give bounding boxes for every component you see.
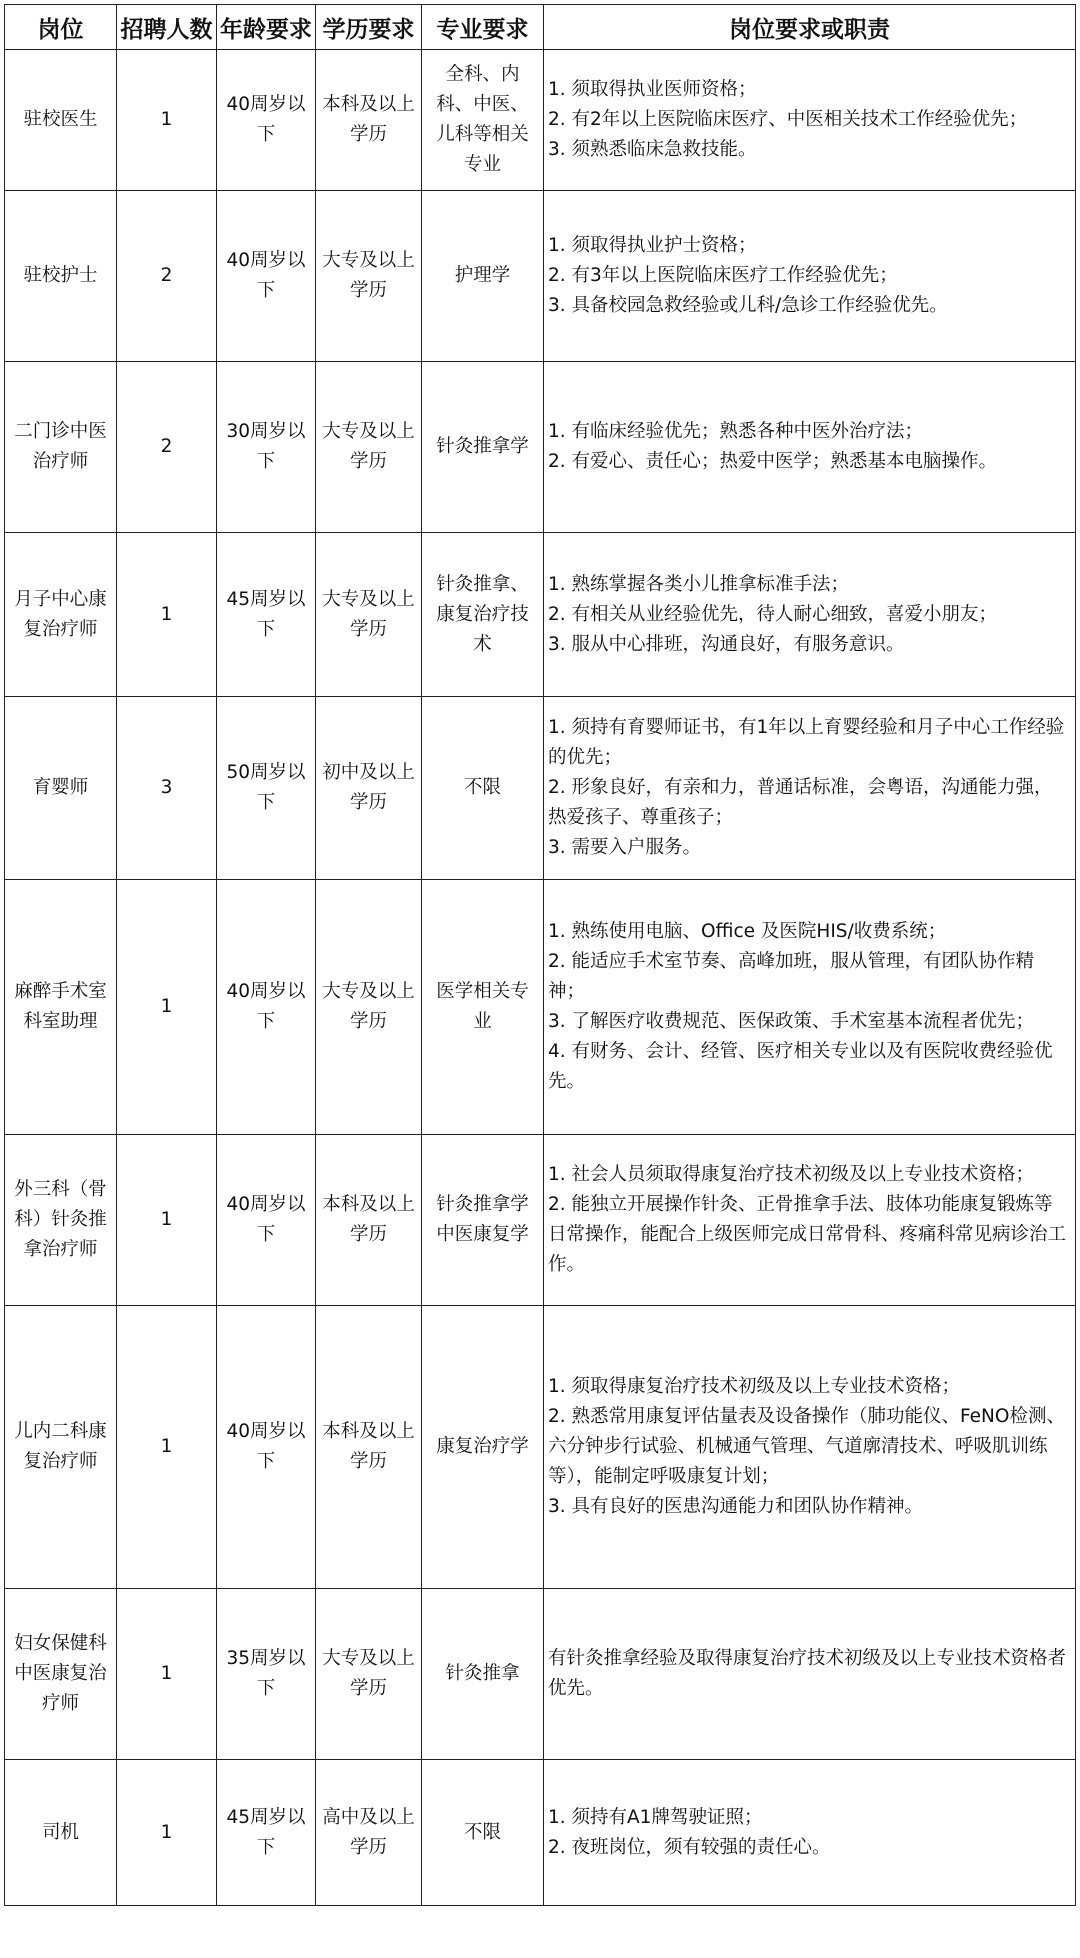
major-cell: 针灸推拿学 bbox=[422, 362, 544, 533]
table-row bbox=[5, 1306, 1076, 1589]
duty-item: 1. 须取得执业护士资格； bbox=[548, 235, 757, 256]
duty-item: 1. 须取得执业医师资格； bbox=[548, 79, 757, 100]
duties-cell bbox=[544, 362, 1076, 533]
post-cell: 月子中心康复治疗师 bbox=[5, 533, 117, 697]
count-cell: 1 bbox=[117, 50, 217, 191]
education-cell: 本科及以上学历 bbox=[316, 1135, 422, 1306]
post-cell: 妇女保健科中医康复治疗师 bbox=[5, 1589, 117, 1760]
post-cell: 儿内二科康复治疗师 bbox=[5, 1306, 117, 1589]
major-cell: 康复治疗学 bbox=[422, 1306, 544, 1589]
duty-item: 2. 有2年以上医院临床医疗、中医相关技术工作经验优先； bbox=[548, 109, 1028, 130]
duty-item: 3. 具备校园急救经验或儿科/急诊工作经验优先。 bbox=[548, 295, 948, 316]
count-cell: 1 bbox=[117, 1135, 217, 1306]
count-cell: 2 bbox=[117, 362, 217, 533]
education-cell: 大专及以上学历 bbox=[316, 191, 422, 362]
duties-cell bbox=[544, 1589, 1076, 1760]
recruitment-table bbox=[4, 4, 1076, 1906]
table-row bbox=[5, 1135, 1076, 1306]
header-duties: 岗位要求或职责 bbox=[544, 5, 1076, 50]
header-count: 招聘人数 bbox=[117, 5, 217, 50]
table-row bbox=[5, 1589, 1076, 1760]
count-cell: 1 bbox=[117, 880, 217, 1135]
age-cell: 30周岁以下 bbox=[217, 362, 316, 533]
table-row bbox=[5, 1760, 1076, 1906]
post-cell: 驻校护士 bbox=[5, 191, 117, 362]
table-row bbox=[5, 362, 1076, 533]
duty-item: 2. 形象良好，有亲和力，普通话标准，会粤语，沟通能力强，热爱孩子、尊重孩子； bbox=[548, 777, 1053, 828]
post-cell: 外三科（骨科）针灸推拿治疗师 bbox=[5, 1135, 117, 1306]
duty-item: 1. 社会人员须取得康复治疗技术初级及以上专业技术资格； bbox=[548, 1164, 1035, 1185]
count-cell: 1 bbox=[117, 1306, 217, 1589]
count-cell: 3 bbox=[117, 697, 217, 880]
duty-item: 1. 须持有育婴师证书，有1年以上育婴经验和月子中心工作经验的优先； bbox=[548, 717, 1065, 768]
table-row bbox=[5, 880, 1076, 1135]
duty-item: 1. 须取得康复治疗技术初级及以上专业技术资格； bbox=[548, 1376, 961, 1397]
duty-item: 3. 服从中心排班，沟通良好，有服务意识。 bbox=[548, 633, 905, 655]
post-cell: 驻校医生 bbox=[5, 50, 117, 191]
age-cell: 40周岁以下 bbox=[217, 1306, 316, 1589]
header-row bbox=[5, 5, 1076, 50]
major-cell: 针灸推拿、康复治疗技术 bbox=[422, 533, 544, 697]
age-cell: 40周岁以下 bbox=[217, 50, 316, 191]
duties-cell bbox=[544, 1135, 1076, 1306]
duty-item: 2. 能适应手术室节奏、高峰加班，服从管理，有团队协作精神； bbox=[548, 951, 1035, 1002]
recruitment-table-container bbox=[4, 4, 1075, 1906]
duty-item: 4. 有财务、会计、经管、医疗相关专业以及有医院收费经验优先。 bbox=[548, 1041, 1053, 1092]
age-cell: 40周岁以下 bbox=[217, 1135, 316, 1306]
duty-item: 2. 有3年以上医院临床医疗工作经验优先； bbox=[548, 265, 898, 286]
duty-item: 2. 夜班岗位，须有较强的责任心。 bbox=[548, 1836, 831, 1858]
post-cell: 司机 bbox=[5, 1760, 117, 1906]
major-cell: 全科、内科、中医、儿科等相关专业 bbox=[422, 50, 544, 191]
major-cell: 针灸推拿 bbox=[422, 1589, 544, 1760]
duty-item: 1. 熟练掌握各类小儿推拿标准手法； bbox=[548, 573, 850, 595]
education-cell: 初中及以上学历 bbox=[316, 697, 422, 880]
duty-item: 3. 须熟悉临床急救技能。 bbox=[548, 139, 757, 160]
table-row bbox=[5, 533, 1076, 697]
table-row bbox=[5, 697, 1076, 880]
header-major: 专业要求 bbox=[422, 5, 544, 50]
header-post: 岗位 bbox=[5, 5, 117, 50]
education-cell: 大专及以上学历 bbox=[316, 533, 422, 697]
duty-item: 3. 具有良好的医患沟通能力和团队协作精神。 bbox=[548, 1496, 924, 1517]
count-cell: 1 bbox=[117, 1589, 217, 1760]
age-cell: 40周岁以下 bbox=[217, 191, 316, 362]
age-cell: 50周岁以下 bbox=[217, 697, 316, 880]
major-cell: 护理学 bbox=[422, 191, 544, 362]
duty-item: 2. 有爱心、责任心；热爱中医学；熟悉基本电脑操作。 bbox=[548, 451, 998, 472]
duties-cell bbox=[544, 50, 1076, 191]
duty-item: 1. 须持有A1牌驾驶证照； bbox=[548, 1806, 763, 1828]
count-cell: 1 bbox=[117, 533, 217, 697]
education-cell: 大专及以上学历 bbox=[316, 1589, 422, 1760]
duty-item: 3. 需要入户服务。 bbox=[548, 837, 702, 858]
duty-item: 3. 了解医疗收费规范、医保政策、手术室基本流程者优先； bbox=[548, 1011, 1035, 1032]
duty-item: 有针灸推拿经验及取得康复治疗技术初级及以上专业技术资格者优先。 bbox=[548, 1648, 1067, 1699]
education-cell: 大专及以上学历 bbox=[316, 362, 422, 533]
count-cell: 2 bbox=[117, 191, 217, 362]
duties-cell bbox=[544, 191, 1076, 362]
education-cell: 本科及以上学历 bbox=[316, 50, 422, 191]
post-cell: 育婴师 bbox=[5, 697, 117, 880]
age-cell: 45周岁以下 bbox=[217, 533, 316, 697]
age-cell: 35周岁以下 bbox=[217, 1589, 316, 1760]
education-cell: 高中及以上学历 bbox=[316, 1760, 422, 1906]
post-cell: 麻醉手术室科室助理 bbox=[5, 880, 117, 1135]
duty-item: 1. 有临床经验优先；熟悉各种中医外治疗法； bbox=[548, 421, 924, 442]
duties-cell bbox=[544, 1760, 1076, 1906]
post-cell: 二门诊中医治疗师 bbox=[5, 362, 117, 533]
header-age: 年龄要求 bbox=[217, 5, 316, 50]
major-cell: 不限 bbox=[422, 697, 544, 880]
duties-cell bbox=[544, 880, 1076, 1135]
major-cell: 针灸推拿学中医康复学 bbox=[422, 1135, 544, 1306]
duty-item: 2. 能独立开展操作针灸、正骨推拿手法、肢体功能康复锻炼等日常操作，能配合上级医师完成日常骨科、疼痛科常见病诊治工作。 bbox=[548, 1194, 1067, 1275]
major-cell: 不限 bbox=[422, 1760, 544, 1906]
education-cell: 本科及以上学历 bbox=[316, 1306, 422, 1589]
duties-cell bbox=[544, 533, 1076, 697]
duties-cell bbox=[544, 1306, 1076, 1589]
education-cell: 大专及以上学历 bbox=[316, 880, 422, 1135]
table-row bbox=[5, 50, 1076, 191]
header-education: 学历要求 bbox=[316, 5, 422, 50]
duties-cell bbox=[544, 697, 1076, 880]
age-cell: 40周岁以下 bbox=[217, 880, 316, 1135]
table-row bbox=[5, 191, 1076, 362]
age-cell: 45周岁以下 bbox=[217, 1760, 316, 1906]
duty-item: 2. 熟悉常用康复评估量表及设备操作（肺功能仪、FeNO检测、六分钟步行试验、机械通气管理、气道廓清技术、呼吸肌训练等），能制定呼吸康复计划； bbox=[548, 1406, 1065, 1487]
duty-item: 1. 熟练使用电脑、Office 及医院HIS/收费系统； bbox=[548, 921, 947, 942]
duty-item: 2. 有相关从业经验优先，待人耐心细致，喜爱小朋友； bbox=[548, 603, 998, 625]
major-cell: 医学相关专业 bbox=[422, 880, 544, 1135]
count-cell: 1 bbox=[117, 1760, 217, 1906]
